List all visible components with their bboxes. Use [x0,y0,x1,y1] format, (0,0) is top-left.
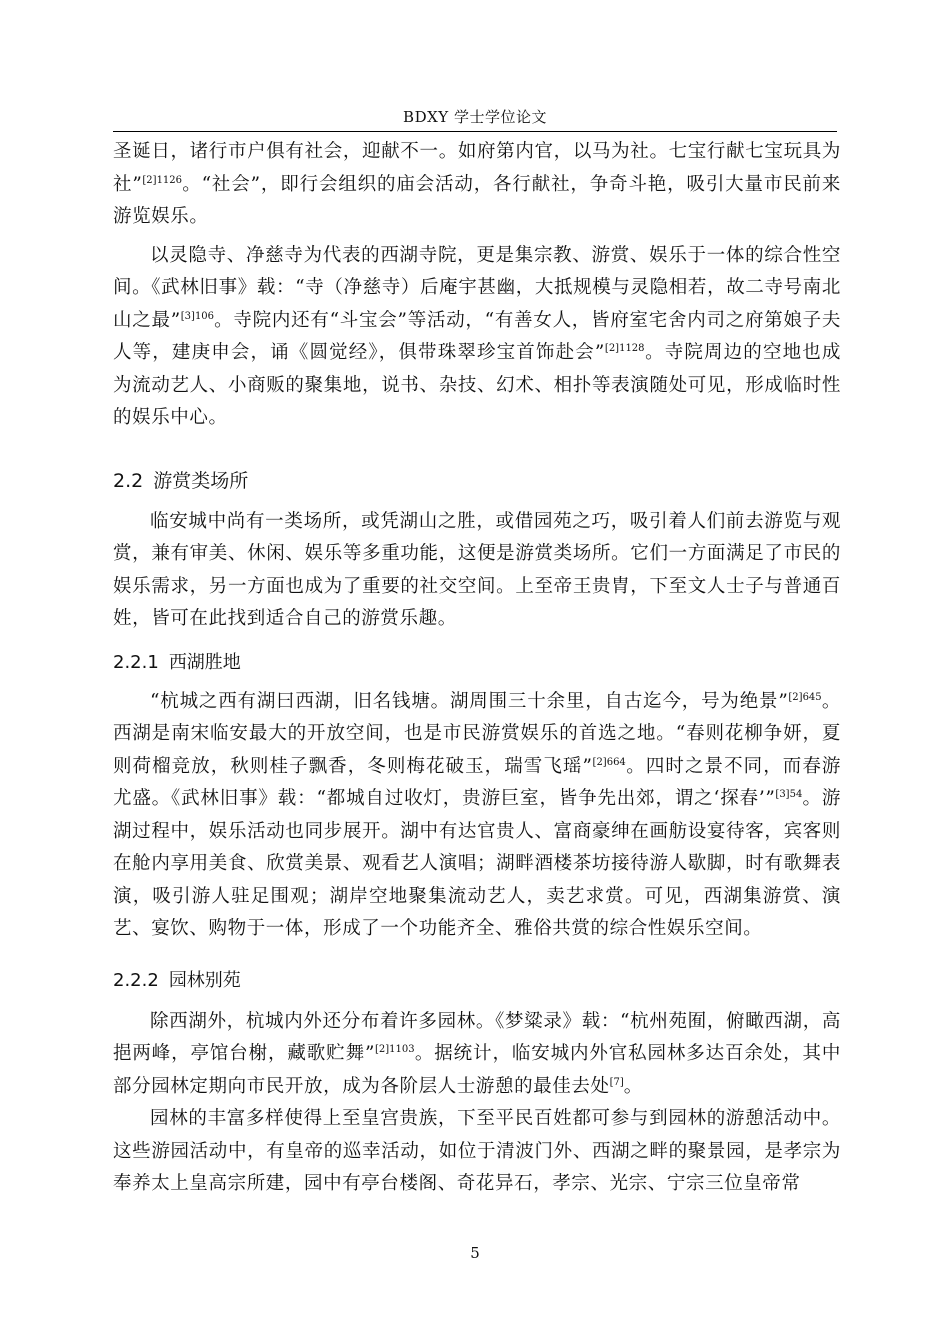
citation: [3]106 [180,310,215,322]
paragraph: 圣诞日，诸行市户俱有社会，迎献不一。如府第内官，以马为社。七宝行献七宝玩具为社”$^{[2]1126}$。“社会”，即行会组织的庙会活动，各行献社，争奇斗艳，吸引大量市民前来游览娱乐。 [113,141,841,227]
paragraph: “杭城之西有湖曰西湖，旧名钱塘。湖周围三十余里，自古迄今，号为绝景”$^{[2]645}$。西湖是南宋临安最大的开放空间，也是市民游赏娱乐的首选之地。“春则花柳争妍，夏则荷榴竞放，秋则桂子飘香，冬则梅花破玉，瑞雪飞瑶”$^{[2]664}$。四时之景不同，而春游尤盛。《武林旧事》载：“都城自过收灯，贵游巨室，皆争先出郊，谓之‘探春’”$^{[3]54}$。游湖过程中，娱乐活动也同步展开。湖中有达官贵人、富商豪绅在画舫设宴待客，宾客则在舱内享用美食、欣赏美景、观看艺人演唱；湖畔酒楼茶坊接待游人歇脚，时有歌舞表演，吸引游人驻足围观；湖岸空地聚集流动艺人，卖艺求赏。可见，西湖集游赏、演艺、宴饮、购物于一体，形成了一个功能齐全、雅俗共赏的综合性娱乐空间。 [113,690,841,939]
citation: [2]1103 [375,1044,415,1055]
section-heading: 2.2 游赏类场所 [113,469,249,492]
main-content [113,136,841,1201]
paragraph: 除西湖外，杭城内外还分布着许多园林。《梦粱录》载：“杭州苑囿，俯瞰西湖，高挹两峰，亭馆台榭，藏歌贮舞”$^{[2]1103}$。据统计，临安城内外官私园林多达百余处，其中部分园林定期向市民开放，成为各阶层人士游憩的最佳去处[7]。 [113,1010,842,1097]
citation: [2]1126 [142,174,183,186]
citation: [2]664 [592,756,626,768]
citation: [2]1128 [604,343,645,354]
subsection-heading: 2.2.1 西湖胜地 [113,651,241,673]
running-header: BDXY 学士学位论文 [403,108,547,126]
header-divider [113,131,837,132]
subsection-heading: 2.2.2 园林别苑 [113,969,241,991]
paragraph: 园林的丰富多样使得上至皇宫贵族，下至平民百姓都可参与到园林的游憩活动中。这些游园活动中，有皇帝的巡幸活动，如位于清波门外、西湖之畔的聚景园，是孝宗为奉养太上皇高宗所建，园中有亭台楼阁、奇花异石，孝宗、光宗、宁宗三位皇帝常 [113,1108,841,1194]
citation: [2]645 [788,691,822,703]
paragraph: 临安城中尚有一类场所，或凭湖山之胜，或借园苑之巧，吸引着人们前去游览与观赏，兼有审美、休闲、娱乐等多重功能，这便是游赏类场所。它们一方面满足了市民的娱乐需求，另一方面也成为了重要的社交空间。上至帝王贵胄，下至文人士子与普通百姓，皆可在此找到适合自己的游赏乐趣。 [113,510,841,629]
page-number: 5 [470,1244,480,1262]
citation: [3]54 [775,789,803,800]
citation: [7] [609,1076,624,1088]
paragraph: 以灵隐寺、净慈寺为代表的西湖寺院，更是集宗教、游赏、娱乐于一体的综合性空间。《武林旧事》载：“寺（净慈寺）后庵宇甚幽，大抵规模与灵隐相若，故二寺号南北山之最”$^{[3]106}$。寺院内还有“斗宝会”等活动，“有善女人，皆府室宅舍内司之府第娘子夫人等，建庚申会，诵《圆觉经》，俱带珠翠珍宝首饰赴会”$^{[2]1128}$。寺院周边的空地也成为流动艺人、小商贩的聚集地，说书、杂技、幻术、相扑等表演随处可见，形成临时性的娱乐中心。 [113,244,842,428]
